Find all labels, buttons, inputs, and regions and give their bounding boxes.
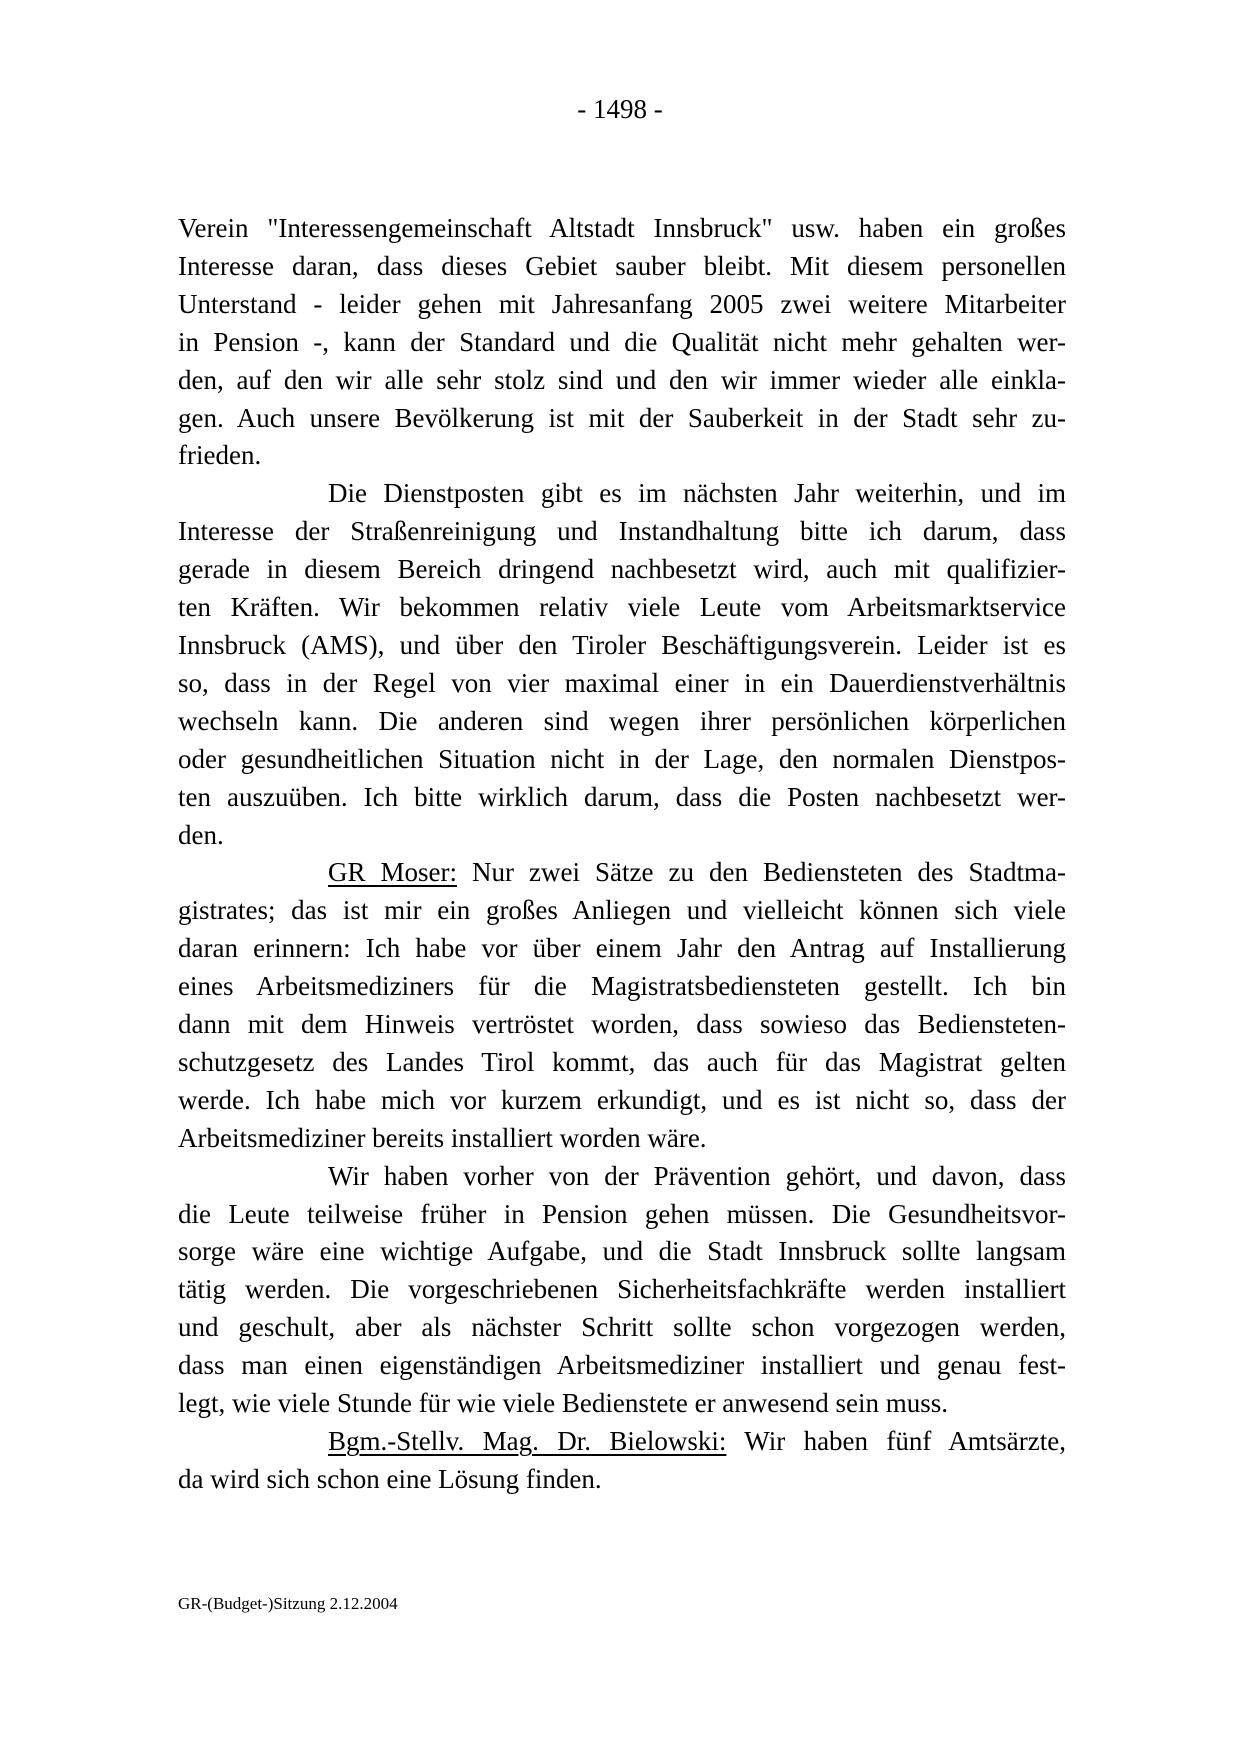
text-line: legt, wie viele Stunde für wie viele Bedienstete er anwesend sein muss. bbox=[178, 1388, 949, 1419]
text-line: Verein "Interessengemeinschaft Altstadt Innsbruck" usw. haben ein großes bbox=[178, 213, 1066, 243]
text-line: ten Kräften. Wir bekommen relativ viele Leute vom Arbeitsmarktservice bbox=[178, 592, 1066, 623]
text-line: tätig werden. Die vorgeschriebenen Sicherheitsfachkräfte werden installiert bbox=[178, 1274, 1066, 1305]
text-line: gistrates; das ist mir ein großes Anliegen und vielleicht können sich viele bbox=[178, 895, 1066, 926]
text-line: eines Arbeitsmediziners für die Magistratsbediensteten gestellt. Ich bin bbox=[178, 971, 1066, 1002]
text-line: gerade in diesem Bereich dringend nachbesetzt wird, auch mit qualifizier- bbox=[178, 554, 1066, 585]
document-body bbox=[178, 210, 1066, 1499]
speaker-name: GR Moser: bbox=[328, 857, 458, 888]
text-line: Die Dienstposten gibt es im nächsten Jahr weiterhin, und im bbox=[328, 478, 1066, 509]
text-line: wechseln kann. Die anderen sind wegen ihrer persönlichen körperlichen bbox=[178, 705, 1066, 736]
text-line bbox=[178, 854, 1066, 892]
text-line: oder gesundheitlichen Situation nicht in der Lage, den normalen Dienstpos- bbox=[178, 743, 1066, 774]
text-line: Unterstand - leider gehen mit Jahresanfang 2005 zwei weitere Mitarbeiter bbox=[178, 288, 1066, 319]
text-line: Wir haben vorher von der Prävention gehört, und davon, dass bbox=[328, 1160, 1066, 1191]
page-footer: GR-(Budget-)Sitzung 2.12.2004 bbox=[178, 1594, 398, 1613]
text-line: daran erinnern: Ich habe vor über einem Jahr den Antrag auf Installierung bbox=[178, 933, 1066, 964]
text-line: sorge wäre eine wichtige Aufgabe, und die Stadt Innsbruck sollte langsam bbox=[178, 1236, 1066, 1267]
paragraph bbox=[178, 1158, 1066, 1423]
page-number: - 1498 - bbox=[577, 94, 663, 124]
text-line: frieden. bbox=[178, 440, 262, 471]
text-line bbox=[178, 1423, 1066, 1461]
text-line: ten auszuüben. Ich bitte wirklich darum, dass die Posten nachbesetzt wer- bbox=[178, 781, 1066, 812]
paragraph bbox=[178, 1423, 1066, 1499]
speaker-name: Bgm.-Stellv. Mag. Dr. Bielowski: bbox=[328, 1426, 727, 1456]
text-line: dass man einen eigenständigen Arbeitsmediziner installiert und genau fest- bbox=[178, 1350, 1066, 1381]
text-line: den. bbox=[178, 819, 224, 850]
speech-text: Nur zwei Sätze zu den Bediensteten des Stadtma- bbox=[457, 857, 1067, 888]
text-line: dann mit dem Hinweis vertröstet worden, dass sowieso das Bediensteten- bbox=[178, 1009, 1066, 1040]
text-line: werde. Ich habe mich vor kurzem erkundigt, und es ist nicht so, dass der bbox=[178, 1084, 1066, 1115]
text-line: in Pension -, kann der Standard und die Qualität nicht mehr gehalten wer- bbox=[178, 326, 1066, 357]
text-line: schutzgesetz des Landes Tirol kommt, das auch für das Magistrat gelten bbox=[178, 1046, 1066, 1077]
text-line: und geschult, aber als nächster Schritt sollte schon vorgezogen werden, bbox=[178, 1312, 1066, 1343]
text-line: Innsbruck (AMS), und über den Tiroler Beschäftigungsverein. Leider ist es bbox=[178, 629, 1066, 660]
text-line: die Leute teilweise früher in Pension gehen müssen. Die Gesundheitsvor- bbox=[178, 1198, 1066, 1229]
text-line: gen. Auch unsere Bevölkerung ist mit der Sauberkeit in der Stadt sehr zu- bbox=[178, 402, 1066, 433]
paragraph bbox=[178, 854, 1066, 1157]
speech-text: Wir haben fünf Amtsärzte, bbox=[726, 1426, 1067, 1456]
text-line: Interesse daran, dass dieses Gebiet sauber bleibt. Mit diesem personellen bbox=[178, 250, 1066, 281]
text-line: Arbeitsmediziner bereits installiert worden wäre. bbox=[178, 1122, 707, 1153]
text-line: so, dass in der Regel von vier maximal einer in ein Dauerdienstverhältnis bbox=[178, 667, 1066, 698]
text-line: den, auf den wir alle sehr stolz sind und den wir immer wieder alle einkla- bbox=[178, 364, 1066, 395]
text-line: Interesse der Straßenreinigung und Instandhaltung bitte ich darum, dass bbox=[178, 516, 1066, 547]
text-line: da wird sich schon eine Lösung finden. bbox=[178, 1463, 602, 1494]
paragraph bbox=[178, 475, 1066, 854]
paragraph bbox=[178, 210, 1066, 475]
